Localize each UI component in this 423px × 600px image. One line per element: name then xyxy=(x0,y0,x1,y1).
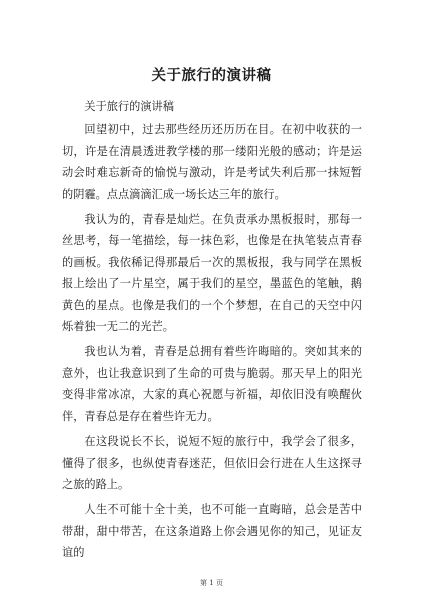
paragraph: 我认为的，青春是灿烂。在负责承办黑板报时，那每一丝思考，每一笔描绘，每一抹色彩，也像是在执笔装点青春的画板。我依稀记得那最后一次的黑板报，我与同学在黑板报上绘出了一片星空，属于我们的星空，墨蓝色的笔触，鹅黄色的星点。也像是我们的一个个梦想，在自己的天空中闪烁着独一无二的光芒。 xyxy=(62,213,362,334)
paragraph: 人生不可能十全十美，也不可能一直晦暗，总会是苦中带甜，甜中带苦，在这条道路上你会遇见你的知己，见证友谊的 xyxy=(62,503,362,560)
paragraph: 我也认为着，青春是总拥有着些许晦暗的。突如其来的意外，也让我意识到了生命的可贵与脆弱。那天早上的阳光变得非常冰凉，大家的真心祝愿与祈福，却依旧没有唤醒伙伴，青春总是存在着些许无力。 xyxy=(62,345,362,423)
paragraph: 在这段说长不长，说短不短的旅行中，我学会了很多，懂得了很多，也纵使青春迷茫，但依旧会行进在人生这探寻之旅的路上。 xyxy=(62,435,362,491)
paragraph: 回望初中，过去那些经历还历历在目。在初中收获的一切，许是在清晨透进教学楼的那一缕阳光般的感动；许是运动会时难忘新奇的愉悦与激动，许是考试失利后那一抹短暂的阴霾。点点滴滴汇成一场长达三年的旅行。 xyxy=(62,123,362,201)
page-number: 第 1 页 xyxy=(200,579,223,587)
document-subtitle: 关于旅行的演讲稿 xyxy=(84,100,174,113)
document-body xyxy=(62,96,362,568)
document-title: 关于旅行的演讲稿 xyxy=(151,68,272,84)
